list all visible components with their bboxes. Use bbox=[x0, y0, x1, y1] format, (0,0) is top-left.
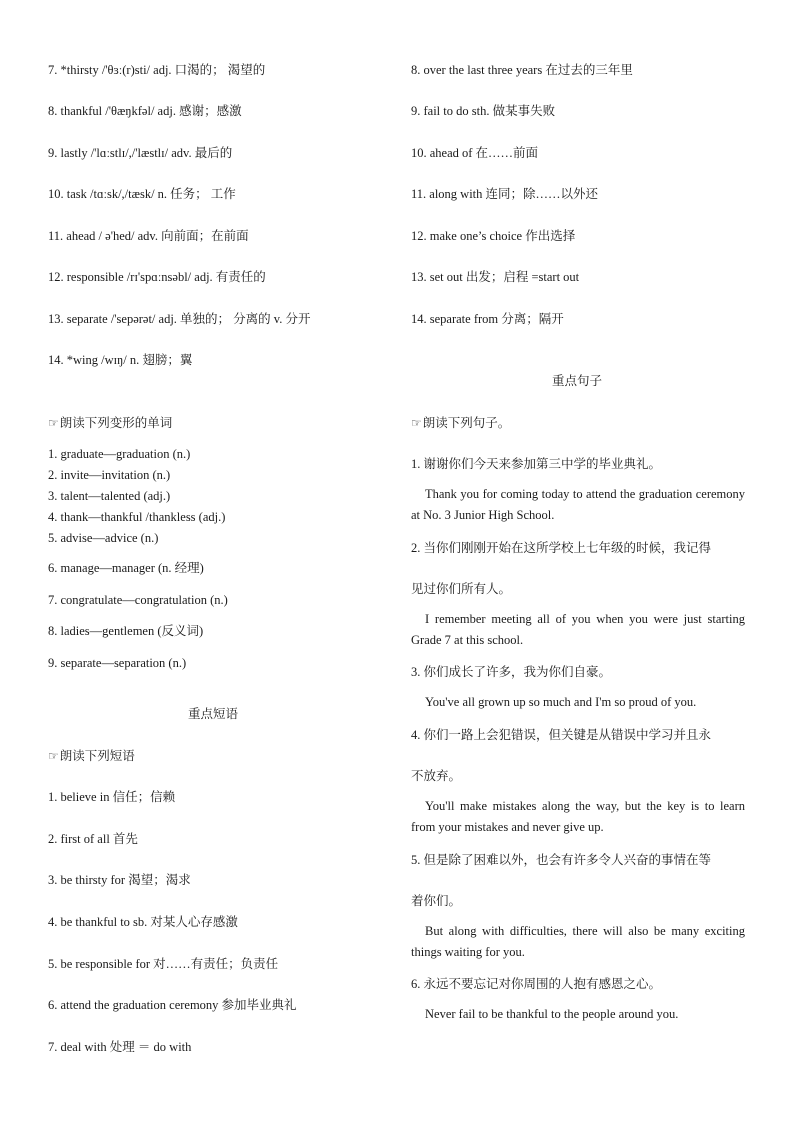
pointing-hand-icon: ☞ bbox=[411, 416, 422, 430]
word-form-item: 9. separate—separation (n.) bbox=[48, 656, 187, 670]
phrase-item: 7. deal with 处理 ＝ do with bbox=[48, 1040, 192, 1054]
phrase-item: 8. over the last three years 在过去的三年里 bbox=[411, 63, 633, 77]
word-form-item: 1. graduate—graduation (n.) bbox=[48, 447, 191, 461]
phrase-item: 9. fail to do sth. 做某事失败 bbox=[411, 104, 556, 118]
word-form-item: 8. ladies—gentlemen (反义词) bbox=[48, 624, 204, 638]
phrase-item: 3. be thirsty for 渴望；渴求 bbox=[48, 873, 191, 887]
sentence-chinese: 5. 但是除了困难以外，也会有许多令人兴奋的事情在等 bbox=[411, 853, 712, 867]
sentence-english: You'll make mistakes along the way, but the key is to learn from your mistakes and never give up. bbox=[411, 799, 745, 834]
prompt-text: 朗读下列短语 bbox=[59, 749, 135, 763]
word-form-item: 7. congratulate—congratulation (n.) bbox=[48, 593, 228, 607]
vocab-item: 10. task /tɑːsk/,/tæsk/ n. 任务； 工作 bbox=[48, 187, 236, 201]
vocab-item: 9. lastly /'lɑːstlɪ/,/'læstlɪ/ adv. 最后的 bbox=[48, 146, 233, 160]
word-form-item: 3. talent—talented (adj.) bbox=[48, 489, 171, 503]
vocab-item: 7. *thirsty /'θɜː(r)sti/ adj. 口渴的； 渴望的 bbox=[48, 63, 266, 77]
sentences-prompt bbox=[411, 415, 510, 431]
phrase-item: 2. first of all 首先 bbox=[48, 832, 138, 846]
vocab-item: 14. *wing /wɪŋ/ n. 翅膀；翼 bbox=[48, 353, 193, 367]
prompt-text: 朗读下列变形的单词 bbox=[59, 416, 173, 430]
vocab-item: 11. ahead / ə'hed/ adv. 向前面；在前面 bbox=[48, 229, 249, 243]
phrase-item: 10. ahead of 在……前面 bbox=[411, 146, 539, 160]
prompt-text: 朗读下列句子。 bbox=[422, 416, 511, 430]
pointing-hand-icon: ☞ bbox=[48, 416, 59, 430]
phrase-item: 4. be thankful to sb. 对某人心存感激 bbox=[48, 915, 238, 929]
vocab-item: 13. separate /'sepərət/ adj. 单独的； 分离的 v. 分开 bbox=[48, 312, 311, 326]
sentence-english: But along with difficulties, there will also be many exciting things waiting for you. bbox=[411, 924, 745, 959]
phrase-item: 6. attend the graduation ceremony 参加毕业典礼 bbox=[48, 998, 297, 1012]
sentence-chinese-cont: 着你们。 bbox=[411, 894, 462, 908]
sentences-heading: 重点句子 bbox=[552, 374, 603, 388]
sentence-english: You've all grown up so much and I'm so proud of you. bbox=[425, 695, 697, 709]
phrase-item: 5. be responsible for 对……有责任；负责任 bbox=[48, 957, 279, 971]
word-form-item: 4. thank—thankful /thankless (adj.) bbox=[48, 510, 226, 524]
phrase-item: 11. along with 连同；除……以外还 bbox=[411, 187, 599, 201]
phrase-item: 1. believe in 信任；信赖 bbox=[48, 790, 176, 804]
phrase-item: 12. make one’s choice 作出选择 bbox=[411, 229, 576, 243]
sentence-chinese-cont: 见过你们所有人。 bbox=[411, 582, 512, 596]
word-form-item: 5. advise—advice (n.) bbox=[48, 531, 159, 545]
phrases-heading: 重点短语 bbox=[188, 707, 239, 721]
sentence-chinese: 3. 你们成长了许多，我为你们自豪。 bbox=[411, 665, 612, 679]
sentence-english: Thank you for coming today to attend the graduation ceremony at No. 3 Junior High School. bbox=[411, 487, 745, 522]
word-form-item: 2. invite—invitation (n.) bbox=[48, 468, 171, 482]
word-forms-prompt bbox=[48, 415, 172, 431]
phrases-prompt bbox=[48, 748, 135, 764]
sentence-chinese: 4. 你们一路上会犯错误，但关键是从错误中学习并且永 bbox=[411, 728, 712, 742]
sentence-chinese-cont: 不放弃。 bbox=[411, 769, 462, 783]
sentence-english: Never fail to be thankful to the people around you. bbox=[425, 1007, 679, 1021]
sentence-english: I remember meeting all of you when you were just starting Grade 7 at this school. bbox=[411, 612, 745, 647]
word-form-item: 6. manage—manager (n. 经理) bbox=[48, 561, 204, 575]
phrase-item: 14. separate from 分离；隔开 bbox=[411, 312, 564, 326]
phrase-item: 13. set out 出发；启程 =start out bbox=[411, 270, 580, 284]
sentence-chinese: 1. 谢谢你们今天来参加第三中学的毕业典礼。 bbox=[411, 457, 662, 471]
vocab-item: 12. responsible /rɪ'spɑːnsəbl/ adj. 有责任的 bbox=[48, 270, 266, 284]
sentence-chinese: 2. 当你们刚刚开始在这所学校上七年级的时候，我记得 bbox=[411, 541, 712, 555]
pointing-hand-icon: ☞ bbox=[48, 749, 59, 763]
sentence-chinese: 6. 永远不要忘记对你周围的人抱有感恩之心。 bbox=[411, 977, 662, 991]
vocab-item: 8. thankful /'θæŋkfəl/ adj. 感谢；感激 bbox=[48, 104, 242, 118]
